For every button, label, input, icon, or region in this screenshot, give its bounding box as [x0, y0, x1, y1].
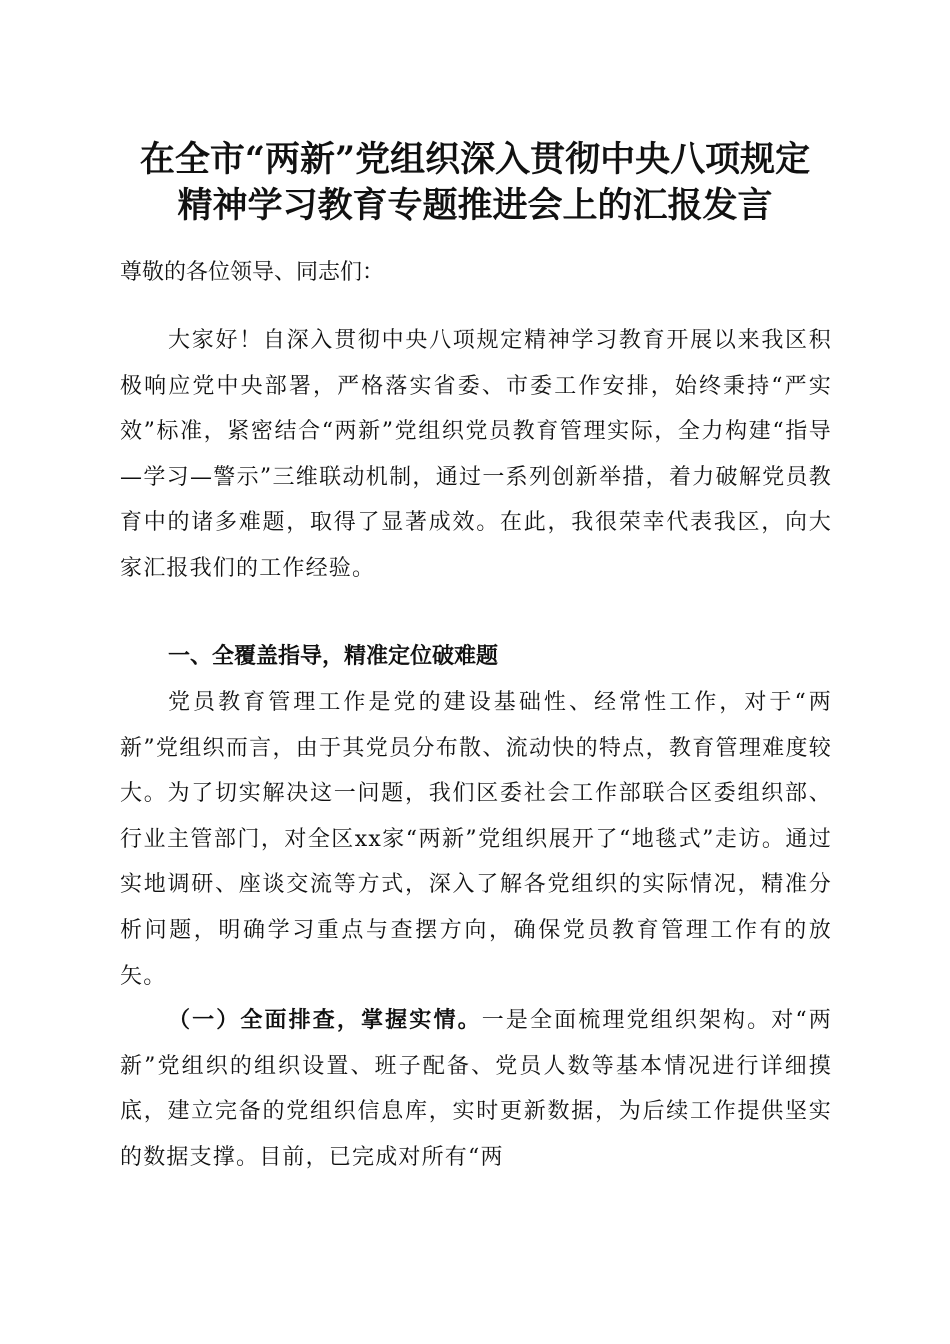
paragraph-introduction: 大家好！自深入贯彻中央八项规定精神学习教育开展以来我区积极响应党中央部署，严格落实省委、市委工作安排，始终秉持“严实效”标准，紧密结合“两新”党组织党员教育管理实际，全力构建“指导—学习—警示”三维联动机制，通过一系列创新举措，着力破解党员教育中的诸多难题，取得了显著成效。在此，我很荣幸代表我区，向大家汇报我们的工作经验。 [120, 328, 832, 581]
subsection-1-text: 一是全面梳理党组织架构。对“两新”党组织的组织设置、班子配备、党员人数等基本情况进行详细摸底，建立完备的党组织信息库，实时更新数据，为后续工作提供坚实的数据支撑。目前，已完成对所有“两 [120, 1008, 833, 1170]
paragraph-subsection-1 [120, 998, 832, 1180]
paragraph-section-1: 党员教育管理工作是党的建设基础性、经常性工作，对于“两新”党组织而言，由于其党员分布散、流动快的特点，教育管理难度较大。为了切实解决这一问题，我们区委社会工作部联合区委组织部、行业主管部门，对全区xx家“两新”党组织展开了“地毯式”走访。通过实地调研、座谈交流等方式，深入了解各党组织的实际情况，精准分析问题，明确学习重点与查摆方向，确保党员教育管理工作有的放矢。 [120, 690, 832, 989]
document-title-line-2: 精神学习教育专题推进会上的汇报发言 [177, 185, 773, 226]
section-heading-1: 一、全覆盖指导，精准定位破难题 [168, 644, 499, 669]
subsection-1-heading: （一）全面排查，掌握实情。 [168, 1008, 482, 1033]
document-title-line-1: 在全市“两新”党组织深入贯彻中央八项规定 [139, 139, 811, 180]
salutation: 尊敬的各位领导、同志们： [120, 260, 385, 285]
